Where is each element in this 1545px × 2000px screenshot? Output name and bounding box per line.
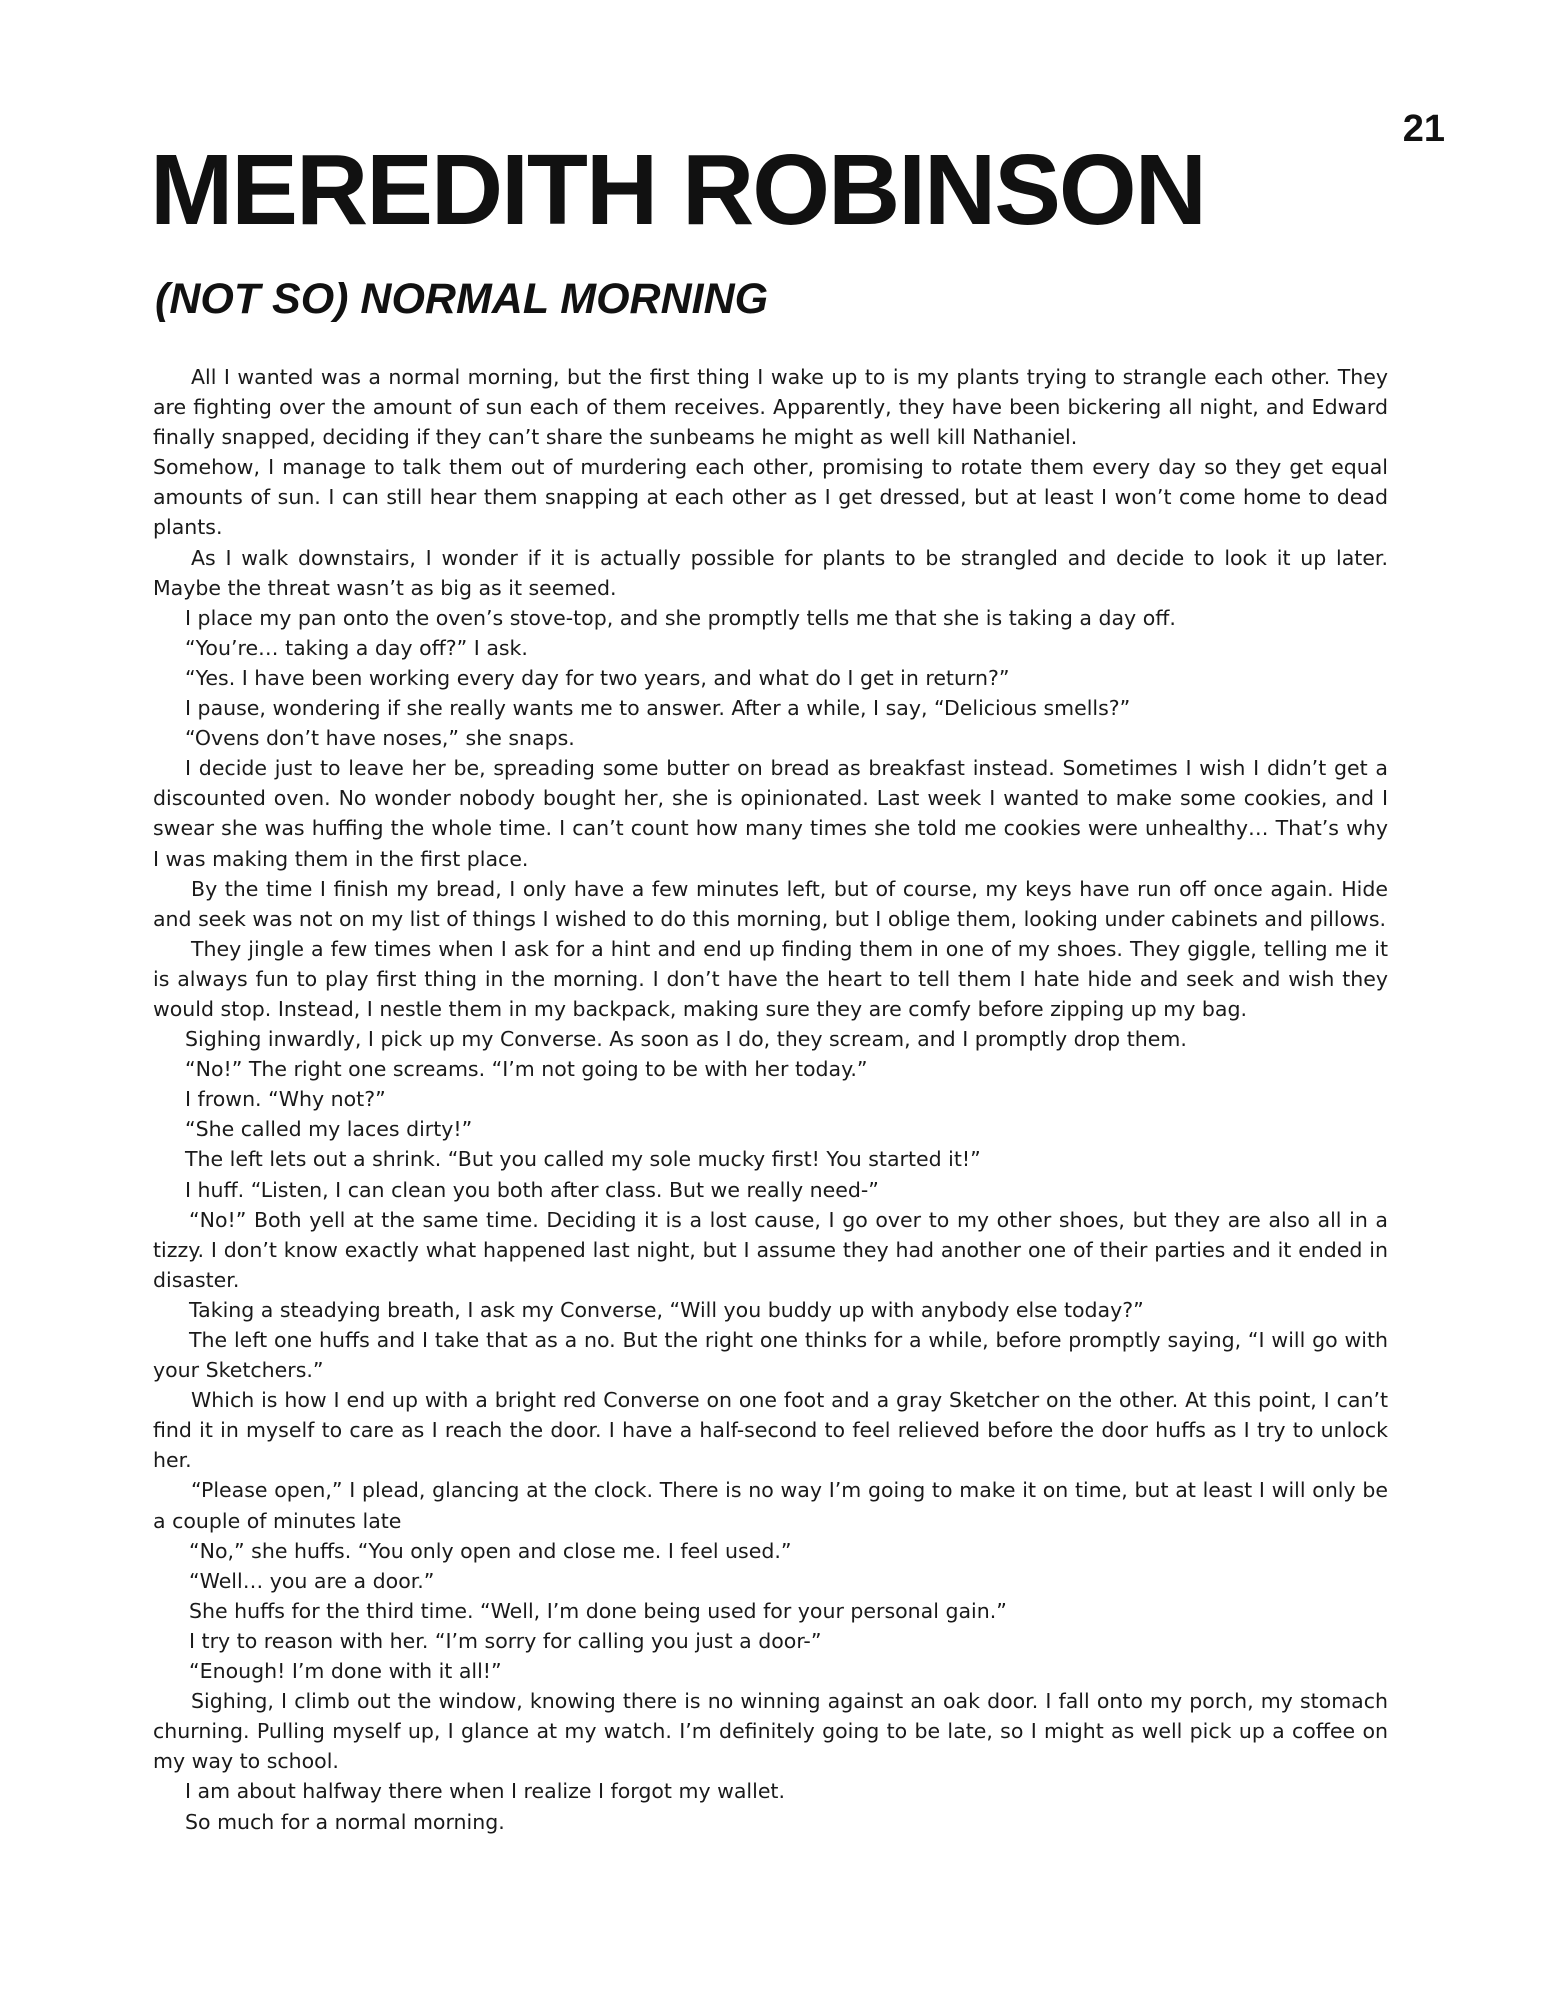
paragraph: Sighing, I climb out the window, knowing there is no winning against an oak door. I fall onto my porch, my stomach churning. Pulling myself up, I glance at my watch. I’m definitely going to be late, so I might as well pick up a coffee on my way to school. — [153, 1689, 1388, 1774]
paragraph: I decide just to leave her be, spreading some butter on bread as breakfast instead. Sometimes I wish I didn’t get a discounted oven. No wonder nobody bought her, she is opinionated. Last week I wanted to make some cookies, and I swear she was huffing the whole time. I can’t count how many times she told me cookies were unhealthy… That’s why I was making them in the first place. — [153, 756, 1388, 871]
paragraph: Which is how I end up with a bright red Converse on one foot and a gray Sketcher on the other. At this point, I can’t find it in myself to care as I reach the door. I have a half-second to feel relieved before the door huffs as I try to unlock her. — [153, 1388, 1388, 1473]
paragraph: I pause, wondering if she really wants me to answer. After a while, I say, “Delicious smells?” — [185, 696, 1131, 721]
paragraph: “Enough! I’m done with it all!” — [189, 1659, 502, 1684]
paragraph: “Well… you are a door.” — [189, 1568, 435, 1593]
paragraph: “No!” Both yell at the same time. Deciding it is a lost cause, I go over to my other shoes, but they are also all in a tizzy. I don’t know exactly what happened last night, but I assume they had another one of their parties and it ended in disaster. — [153, 1207, 1388, 1292]
paragraph: The left lets out a shrink. “But you called my sole mucky first! You started it!” — [185, 1147, 981, 1172]
paragraph: The left one huffs and I take that as a no. But the right one thinks for a while, before promptly saying, “I will go with your Sketchers.” — [153, 1328, 1388, 1383]
paragraph: “Yes. I have been working every day for two years, and what do I get in return?” — [185, 665, 1010, 690]
paragraph: I am about halfway there when I realize I forgot my wallet. — [185, 1779, 785, 1804]
paragraph: Sighing inwardly, I pick up my Converse. As soon as I do, they scream, and I promptly drop them. — [185, 1027, 1187, 1052]
paragraph: “No!” The right one screams. “I’m not going to be with her today.” — [185, 1057, 868, 1082]
paragraph: “Please open,” I plead, glancing at the clock. There is no way I’m going to make it on time, but at least I will only be a couple of minutes late — [153, 1478, 1388, 1533]
paragraph: “She called my laces dirty!” — [185, 1117, 473, 1142]
paragraph: As I walk downstairs, I wonder if it is actually possible for plants to be strangled and decide to look it up later. Maybe the threat wasn’t as big as it seemed. — [153, 545, 1388, 600]
paragraph: I try to reason with her. “I’m sorry for calling you just a door-” — [189, 1628, 822, 1653]
paragraph: All I wanted was a normal morning, but the first thing I wake up to is my plants trying to strangle each other. They are fighting over the amount of sun each of them receives. Apparently, they have been bickering all night, and Edward finally snapped, deciding if they can’t share the sunbeams he might as well kill Nathaniel. — [153, 365, 1388, 450]
paragraph: I frown. “Why not?” — [185, 1087, 386, 1112]
paragraph: I huff. “Listen, I can clean you both after class. But we really need-” — [185, 1177, 879, 1202]
paragraph: “No,” she huffs. “You only open and close me. I feel used.” — [189, 1538, 792, 1563]
story-body — [153, 362, 1388, 1837]
author-name: MEREDITH ROBINSON — [150, 134, 1205, 246]
paragraph: They jingle a few times when I ask for a hint and end up finding them in one of my shoes. They giggle, telling me it is always fun to play first thing in the morning. I don’t have the heart to tell them I hate hide and seek and wish they would stop. Instead, I nestle them in my backpack, making sure they are comfy before zipping up my bag. — [153, 936, 1388, 1021]
paragraph: “You’re… taking a day off?” I ask. — [185, 635, 528, 660]
paragraph: I place my pan onto the oven’s stove-top, and she promptly tells me that she is taking a day off. — [185, 605, 1176, 630]
paragraph: Somehow, I manage to talk them out of murdering each other, promising to rotate them every day so they get equal amounts of sun. I can still hear them snapping at each other as I get dressed, but at least I won’t come home to dead plants. — [153, 455, 1388, 540]
story-title: (NOT SO) NORMAL MORNING — [155, 275, 769, 323]
paragraph: So much for a normal morning. — [185, 1809, 505, 1834]
paragraph: Taking a steadying breath, I ask my Converse, “Will you buddy up with anybody else today?” — [189, 1297, 1144, 1322]
paragraph: “Ovens don’t have noses,” she snaps. — [185, 726, 575, 751]
page-number: 21 — [1402, 108, 1445, 150]
paragraph: She huffs for the third time. “Well, I’m done being used for your personal gain.” — [189, 1598, 1007, 1623]
paragraph: By the time I finish my bread, I only have a few minutes left, but of course, my keys have run off once again. Hide and seek was not on my list of things I wished to do this morning, but I oblige them, looking under cabinets and pillows. — [153, 876, 1388, 931]
